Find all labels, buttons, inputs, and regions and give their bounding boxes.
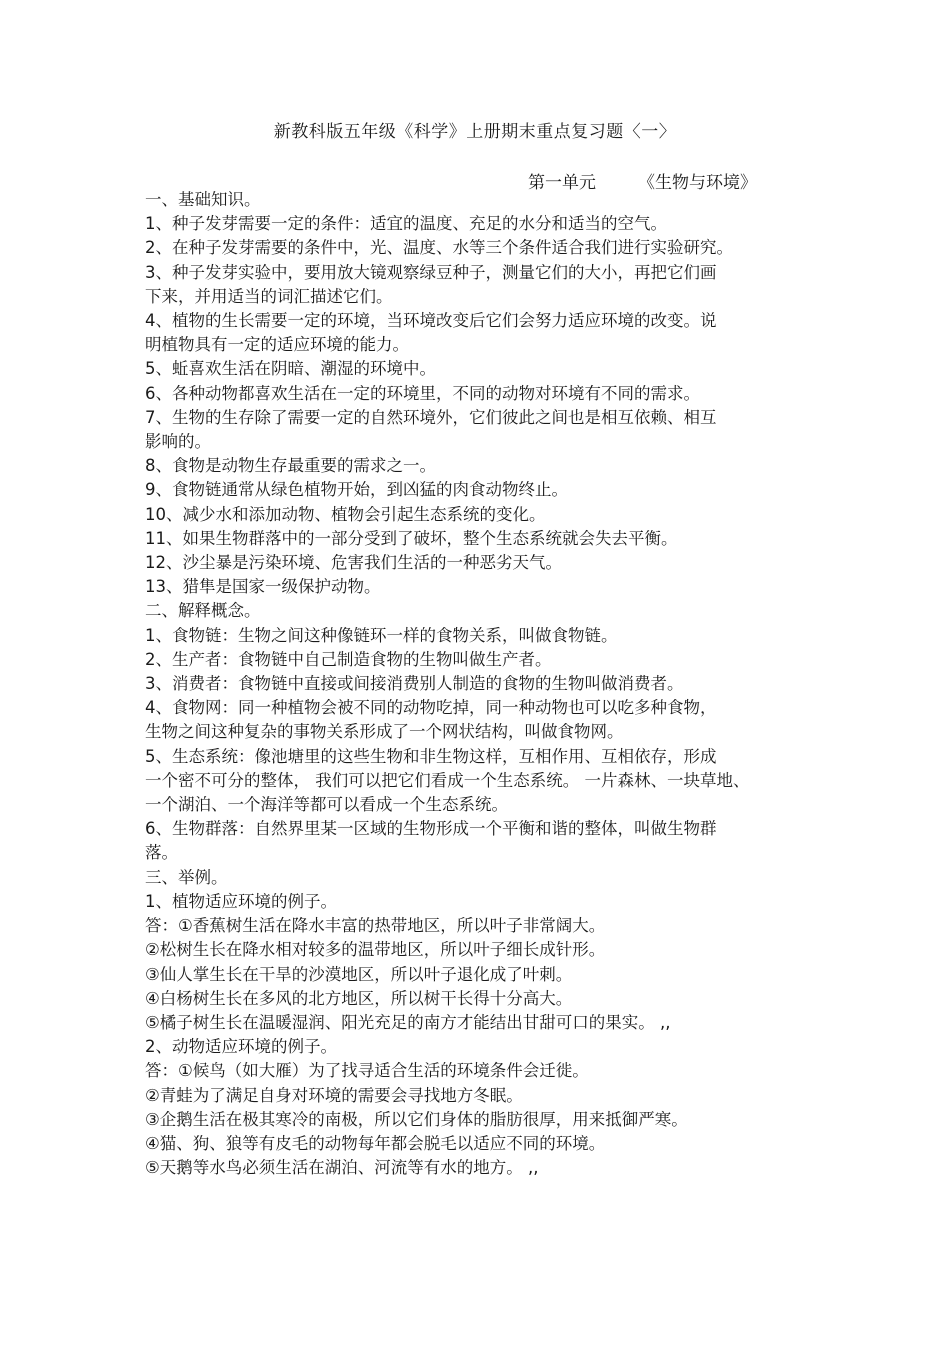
list-item-line: 3、消费者：食物链中直接或间接消费别人制造的食物的生物叫做消费者。 <box>145 674 684 694</box>
list-item <box>145 551 825 575</box>
list-item <box>145 696 825 744</box>
list-item <box>145 672 825 696</box>
section-heading-basic: 一、基础知识。 <box>145 190 261 209</box>
section-heading-examples: 三、举例。 <box>145 867 228 887</box>
list-item-line: 6、各种动物都喜欢生活在一定的环境里，不同的动物对环境有不同的需求。 <box>145 383 700 403</box>
list-item <box>145 527 825 551</box>
list-item <box>145 261 825 309</box>
example-item: ④白杨树生长在多风的北方地区，所以树干长得十分高大。 <box>145 988 573 1008</box>
list-item-line: 生物之间这种复杂的事物关系形成了一个网状结构，叫做食物网。 <box>145 722 624 742</box>
list-item <box>145 406 825 454</box>
list-item-line: 6、生物群落：自然界里某一区域的生物形成一个平衡和谐的整体，叫做生物群 <box>145 819 717 839</box>
list-item-line: 4、食物网：同一种植物会被不同的动物吃掉，同一种动物也可以吃多种食物， <box>145 698 717 718</box>
example-item: ③仙人掌生长在干旱的沙漠地区，所以叶子退化成了叶刺。 <box>145 964 573 984</box>
list-item-line: 2、生产者：食物链中自己制造食物的生物叫做生产者。 <box>145 649 552 669</box>
example-item: ②青蛙为了满足自身对环境的需要会寻找地方冬眠。 <box>145 1085 523 1105</box>
list-item-line: 10、减少水和添加动物、植物会引起生态系统的变化。 <box>145 504 546 524</box>
list-item-line: 8、食物是动物生存最重要的需求之一。 <box>145 456 436 476</box>
example-item: ③企鹅生活在极其寒冷的南极，所以它们身体的脂肪很厚，用来抵御严寒。 <box>145 1109 688 1129</box>
list-item-line: 11、如果生物群落中的一部分受到了破坏，整个生态系统就会失去平衡。 <box>145 528 678 548</box>
list-item-line: 一个密不可分的整体， 我们可以把它们看成一个生态系统。 一片森林、一块草地、 <box>145 770 750 790</box>
list-item <box>145 309 825 357</box>
list-item <box>145 478 825 502</box>
list-item <box>145 382 825 406</box>
list-item-line: 4、植物的生长需要一定的环境，当环境改变后它们会努力适应环境的改变。说 <box>145 311 717 331</box>
list-item <box>145 745 825 818</box>
example-item: 答：①候鸟（如大雁）为了找寻适合生活的环境条件会迁徙。 <box>145 1061 589 1081</box>
animal-examples-list <box>145 1059 825 1180</box>
section-heading-concepts: 二、解释概念。 <box>145 601 261 621</box>
example-item: 答：①香蕉树生活在降水丰富的热带地区，所以叶子非常阔大。 <box>145 916 606 936</box>
basic-knowledge-list <box>145 212 825 599</box>
list-item-line: 3、种子发芽实验中，要用放大镜观察绿豆种子，测量它们的大小，再把它们画 <box>145 262 717 282</box>
list-item-line: 9、食物链通常从绿色植物开始，到凶猛的肉食动物终止。 <box>145 480 568 500</box>
list-item-line: 明植物具有一定的适应环境的能力。 <box>145 335 409 355</box>
list-item-line: 7、生物的生存除了需要一定的自然环境外，它们彼此之间也是相互依赖、相互 <box>145 407 717 427</box>
list-item <box>145 817 825 865</box>
list-item-line: 1、种子发芽需要一定的条件：适宜的温度、充足的水分和适当的空气。 <box>145 214 667 234</box>
plant-examples-list <box>145 914 825 1035</box>
document-title: 新教科版五年级《科学》上册期末重点复习题〈一〉 <box>273 122 677 142</box>
list-item-line: 落。 <box>145 843 178 863</box>
list-item-line: 下来，并用适当的词汇描述它们。 <box>145 286 393 306</box>
example-item: ⑤橘子树生长在温暖湿润、阳光充足的南方才能结出甘甜可口的果实。 ,, <box>145 1012 671 1032</box>
list-item-line: 12、沙尘暴是污染环境、危害我们生活的一种恶劣天气。 <box>145 553 562 573</box>
plant-examples-title: 1、植物适应环境的例子。 <box>145 891 337 911</box>
list-item <box>145 624 825 648</box>
list-item <box>145 503 825 527</box>
list-item-line: 5、蚯喜欢生活在阴暗、潮湿的环境中。 <box>145 359 436 379</box>
list-item <box>145 575 825 599</box>
list-item <box>145 648 825 672</box>
unit-number: 第一单元 <box>528 173 596 193</box>
list-item <box>145 236 825 260</box>
list-item <box>145 454 825 478</box>
example-item: ②松树生长在降水相对较多的温带地区，所以叶子细长成针形。 <box>145 940 606 960</box>
document-body <box>145 188 825 1180</box>
list-item-line: 影响的。 <box>145 432 211 452</box>
list-item-line: 5、生态系统：像池塘里的这些生物和非生物这样，互相作用、互相依存，形成 <box>145 746 717 766</box>
concepts-list <box>145 624 825 866</box>
list-item-line: 1、食物链：生物之间这种像链环一样的食物关系，叫做食物链。 <box>145 625 618 645</box>
list-item-line: 一个湖泊、一个海洋等都可以看成一个生态系统。 <box>145 795 508 815</box>
example-item: ⑤天鹅等水鸟必须生活在湖泊、河流等有水的地方。 ,, <box>145 1158 539 1178</box>
list-item-line: 2、在种子发芽需要的条件中，光、温度、水等三个条件适合我们进行实验研究。 <box>145 238 733 258</box>
example-item: ④猫、狗、狼等有皮毛的动物每年都会脱毛以适应不同的环境。 <box>145 1133 606 1153</box>
unit-name: 《生物与环境》 <box>638 173 757 193</box>
list-item-line: 13、猎隼是国家一级保护动物。 <box>145 577 381 597</box>
list-item <box>145 357 825 381</box>
animal-examples-title: 2、动物适应环境的例子。 <box>145 1037 337 1057</box>
list-item <box>145 212 825 236</box>
